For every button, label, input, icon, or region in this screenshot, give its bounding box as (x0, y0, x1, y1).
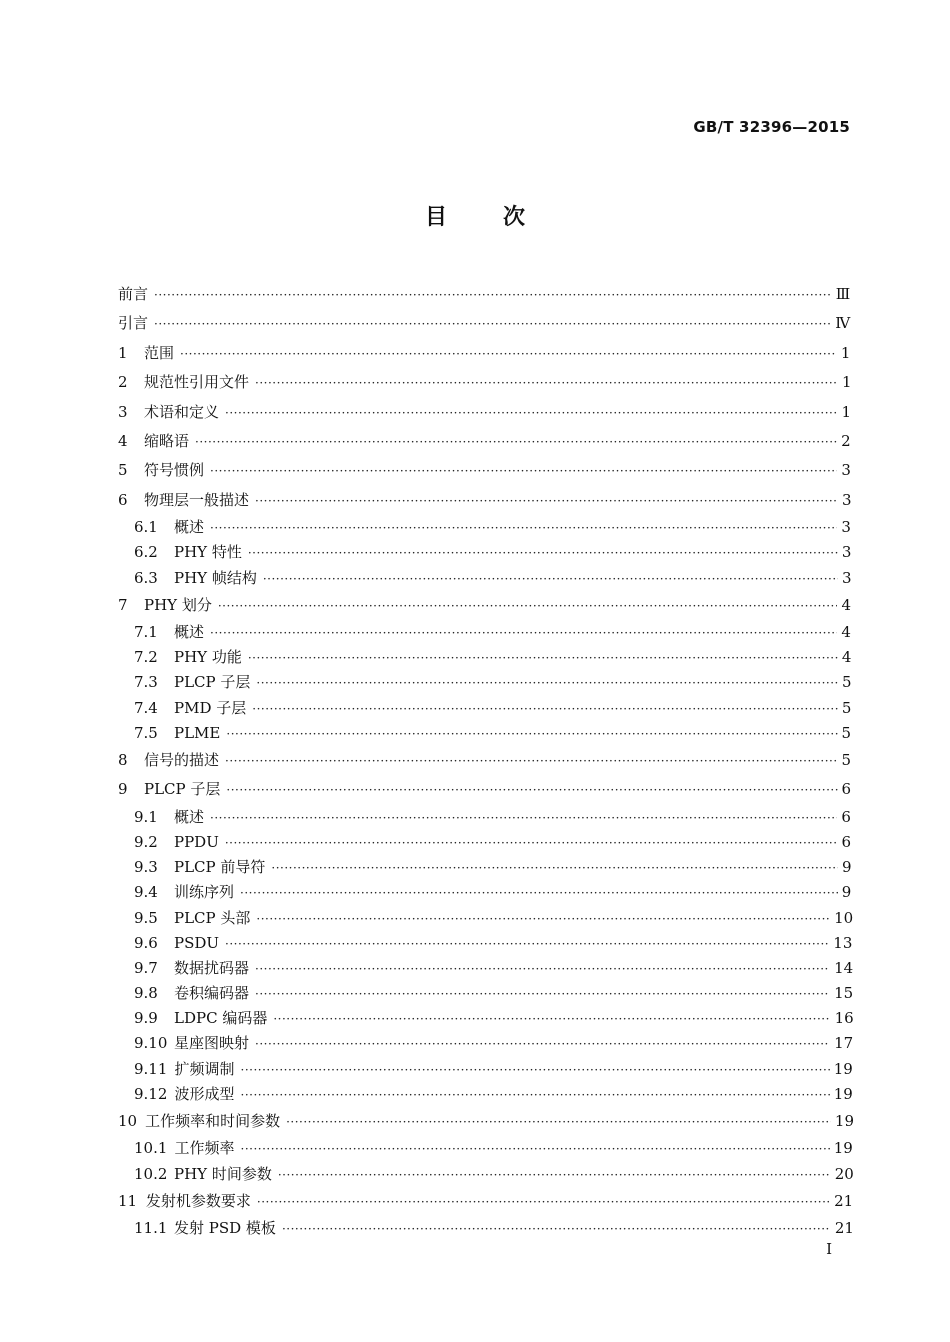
toc-entry[interactable] (118, 981, 854, 1006)
toc-dot-leader (273, 1007, 830, 1032)
toc-entry-number: 10.2 (134, 1164, 168, 1183)
toc-entry-title: PLME (174, 723, 221, 742)
toc-entry-number: 9.3 (134, 858, 158, 877)
toc-entry[interactable] (118, 805, 850, 830)
toc-entry[interactable] (118, 540, 850, 565)
toc-entry-title: 扩频调制 (174, 1059, 235, 1078)
toc-entry-page: 2 (841, 431, 851, 450)
toc-entry-number: 6.2 (134, 543, 158, 562)
toc-entry-title: PLCP 子层 (174, 673, 251, 692)
toc-dot-leader (255, 957, 830, 982)
toc-entry-page: 21 (834, 1219, 854, 1238)
toc-dot-leader (252, 697, 838, 722)
toc-dot-leader (225, 831, 838, 856)
toc-entry-title: PMD 子层 (174, 698, 247, 717)
toc-entry-title: PHY 特性 (174, 543, 242, 562)
toc-entry[interactable] (118, 906, 854, 931)
toc-entry-number: 4 (118, 431, 128, 450)
toc-entry-number: 1 (118, 343, 128, 362)
toc-entry[interactable] (118, 591, 850, 620)
toc-entry-page: Ⅳ (835, 314, 851, 333)
toc-entry-title: 工作频率和时间参数 (145, 1112, 281, 1131)
page-folio: I (826, 1240, 832, 1258)
toc-entry-page: 9 (842, 858, 852, 877)
toc-entry-number: 3 (118, 402, 128, 421)
toc-entry-number: 6 (118, 490, 128, 509)
toc-dot-leader (271, 856, 838, 881)
toc-entry[interactable] (118, 427, 850, 456)
toc-entry-number: 9.4 (134, 883, 158, 902)
toc-entry-page: 10 (834, 908, 854, 927)
toc-entry-number: 8 (118, 751, 128, 770)
toc-entry-title: 规范性引用文件 (144, 373, 250, 392)
toc-entry-page: 21 (834, 1191, 854, 1210)
toc-dot-leader (241, 1083, 830, 1108)
toc-entry-page: 17 (834, 1034, 854, 1053)
toc-entry-page: 1 (841, 373, 852, 392)
toc-entry[interactable] (118, 1162, 854, 1187)
toc-entry-number: 7.4 (134, 698, 158, 717)
toc-entry-number: 11 (118, 1191, 138, 1210)
toc-entry-page: 1 (841, 402, 852, 421)
toc-entry-title: 概述 (174, 807, 205, 826)
toc-entry[interactable] (118, 1136, 853, 1161)
toc-entry-number: 9.7 (134, 958, 158, 977)
toc-dot-leader (286, 1108, 831, 1137)
toc-entry-number: 9.2 (134, 832, 158, 851)
toc-dot-leader (210, 621, 837, 646)
toc-entry-title: 术语和定义 (144, 402, 220, 421)
toc-entry-number: 9.12 (134, 1084, 168, 1103)
toc-entry-page: 16 (834, 1009, 854, 1028)
toc-dot-leader (226, 776, 837, 805)
toc-entry[interactable] (118, 1057, 853, 1082)
toc-entry-page: 4 (841, 648, 852, 667)
toc-entry-page: 4 (841, 595, 851, 614)
toc-entry-page: 6 (841, 807, 851, 826)
toc-entry[interactable] (118, 746, 850, 775)
toc-entry-page: 15 (834, 984, 854, 1003)
toc-entry-number: 9.10 (134, 1034, 168, 1053)
toc-entry-title: 星座图映射 (174, 1034, 250, 1053)
toc-dot-leader (225, 399, 838, 428)
toc-entry-number: 9.11 (134, 1059, 168, 1078)
toc-dot-leader (154, 310, 831, 339)
toc-entry-page: 20 (834, 1164, 854, 1183)
toc-entry[interactable] (118, 368, 850, 397)
toc-entry-title: PLCP 子层 (144, 780, 221, 799)
toc-entry-title: 训练序列 (174, 883, 235, 902)
toc-entry-page: 19 (833, 1084, 853, 1103)
toc-entry-title: PHY 时间参数 (174, 1164, 272, 1183)
toc-entry-number: 5 (118, 461, 128, 480)
toc-entry-title: 波形成型 (174, 1084, 235, 1103)
toc-entry[interactable] (118, 456, 850, 485)
toc-entry[interactable] (118, 620, 850, 645)
toc-dot-leader (241, 1058, 830, 1083)
toc-entry-title: 卷积编码器 (174, 984, 250, 1003)
toc-entry-page: 19 (834, 1112, 855, 1131)
toc-entry[interactable] (118, 880, 850, 905)
toc-entry[interactable] (118, 721, 850, 746)
toc-entry-page: 3 (841, 490, 852, 509)
toc-entry-page: 3 (842, 568, 852, 587)
toc-entry-title: PLCP 头部 (174, 908, 251, 927)
toc-entry-title: PHY 功能 (174, 648, 242, 667)
toc-entry[interactable] (118, 696, 850, 721)
toc-dot-leader (241, 1137, 830, 1162)
toc-dot-leader (210, 457, 837, 486)
toc-entry-page: 5 (841, 698, 852, 717)
toc-dot-leader (154, 281, 832, 310)
toc-entry-title: 发射机参数要求 (145, 1191, 251, 1210)
toc-entry-number: 2 (118, 373, 128, 392)
toc-dot-leader (263, 567, 838, 592)
toc-dot-leader (225, 747, 838, 776)
toc-entry-title: 概述 (174, 623, 205, 642)
toc-entry[interactable] (118, 398, 850, 427)
toc-dot-leader (210, 806, 837, 831)
toc-entry-number: 9.1 (134, 807, 158, 826)
toc-entry-title: 缩略语 (144, 431, 190, 450)
toc-entry[interactable] (118, 309, 850, 338)
toc-entry[interactable] (118, 931, 853, 956)
toc-entry-page: 4 (841, 623, 851, 642)
toc-dot-leader (248, 541, 838, 566)
toc-entry[interactable] (118, 1031, 854, 1056)
toc-entry-number: 9.5 (134, 908, 158, 927)
toc-dot-leader (256, 671, 838, 696)
toc-entry-title: 数据扰码器 (174, 958, 250, 977)
toc-entry-number: 10 (118, 1112, 138, 1131)
toc-entry-number: 11.1 (134, 1219, 168, 1238)
toc-entry-page: 9 (841, 883, 852, 902)
toc-dot-leader (240, 881, 838, 906)
toc-entry-title: 发射 PSD 模板 (174, 1219, 276, 1238)
toc-entry[interactable] (118, 515, 850, 540)
toc-entry[interactable] (118, 280, 850, 309)
toc-entry-title: 信号的描述 (144, 751, 220, 770)
toc-entry-page: 5 (841, 723, 852, 742)
toc-entry-title: LDPC 编码器 (174, 1009, 268, 1028)
toc-entry[interactable] (118, 956, 854, 981)
toc-dot-leader (226, 722, 837, 747)
toc-entry-title: PHY 帧结构 (174, 568, 257, 587)
toc-entry-page: 14 (834, 958, 854, 977)
toc-dot-leader (256, 907, 830, 932)
toc-entry[interactable] (118, 855, 850, 880)
toc-entry-page: 5 (841, 751, 852, 770)
toc-dot-leader (218, 592, 838, 621)
toc-entry-title: 工作频率 (174, 1139, 235, 1158)
toc-entry-title: PSDU (174, 933, 220, 952)
toc-entry-page: 13 (833, 933, 853, 952)
toc-dot-leader (255, 369, 838, 398)
toc-dot-leader (248, 646, 838, 671)
toc-dot-leader (225, 932, 829, 957)
toc-entry[interactable] (118, 670, 850, 695)
toc-dot-leader (195, 428, 837, 457)
toc-entry-page: Ⅲ (835, 285, 851, 303)
toc-entry-number: 7.3 (134, 673, 158, 692)
toc-entry-number: 9 (118, 780, 128, 799)
toc-dot-leader (255, 982, 830, 1007)
toc-entry[interactable] (118, 645, 850, 670)
toc-dot-leader (180, 340, 837, 369)
toc-entry-number: 7.1 (134, 623, 158, 642)
toc-entry[interactable] (118, 1082, 853, 1107)
toc-entry[interactable] (118, 486, 850, 515)
toc-dot-leader (278, 1163, 831, 1188)
toc-entry-number: 7.5 (134, 723, 158, 742)
toc-entry-number: 9.8 (134, 984, 158, 1003)
toc-entry-page: 3 (841, 543, 852, 562)
toc-entry[interactable] (118, 1216, 854, 1241)
toc-title: 目次 (424, 205, 581, 230)
toc-dot-leader (255, 1032, 830, 1057)
toc-entry[interactable] (118, 1006, 854, 1031)
toc-entry-number: 10.1 (134, 1139, 168, 1158)
toc-entry-page: 19 (833, 1059, 853, 1078)
toc-entry-page: 5 (841, 673, 852, 692)
toc-entry[interactable] (118, 566, 850, 591)
toc-entry-page: 19 (833, 1139, 853, 1158)
toc-entry-title: 引言 (118, 314, 149, 333)
toc-entry-title: 符号惯例 (144, 461, 205, 480)
toc-entry[interactable] (118, 775, 850, 804)
toc-entry-number: 7.2 (134, 648, 158, 667)
toc-entry-page: 6 (841, 780, 852, 799)
toc-entry-number: 9.9 (134, 1009, 158, 1028)
toc-entry-number: 9.6 (134, 933, 158, 952)
toc-entry-title: 前言 (118, 285, 149, 303)
toc-entry-number: 7 (118, 595, 128, 614)
toc-dot-leader (282, 1217, 831, 1242)
toc-entry-number: 6.3 (134, 568, 158, 587)
toc-list (118, 280, 855, 1241)
toc-entry-title: PPDU (174, 832, 219, 851)
toc-entry-title: PLCP 前导符 (174, 858, 266, 877)
toc-entry[interactable] (118, 1187, 854, 1216)
toc-entry[interactable] (118, 830, 850, 855)
toc-entry-title: 范围 (144, 343, 175, 362)
toc-entry[interactable] (118, 1107, 855, 1136)
toc-entry-title: 物理层一般描述 (144, 490, 250, 509)
toc-entry-page: 3 (841, 461, 851, 480)
toc-entry-page: 6 (841, 832, 852, 851)
toc-entry-title: PHY 划分 (144, 595, 212, 614)
standard-code: GB/T 32396—2015 (693, 118, 850, 136)
toc-dot-leader (255, 487, 838, 516)
toc-entry-title: 概述 (174, 518, 205, 537)
toc-entry-number: 6.1 (134, 518, 158, 537)
toc-dot-leader (210, 516, 837, 541)
toc-dot-leader (257, 1188, 830, 1217)
toc-entry-page: 3 (841, 518, 851, 537)
toc-entry[interactable] (118, 339, 850, 368)
toc-entry-page: 1 (840, 343, 851, 362)
